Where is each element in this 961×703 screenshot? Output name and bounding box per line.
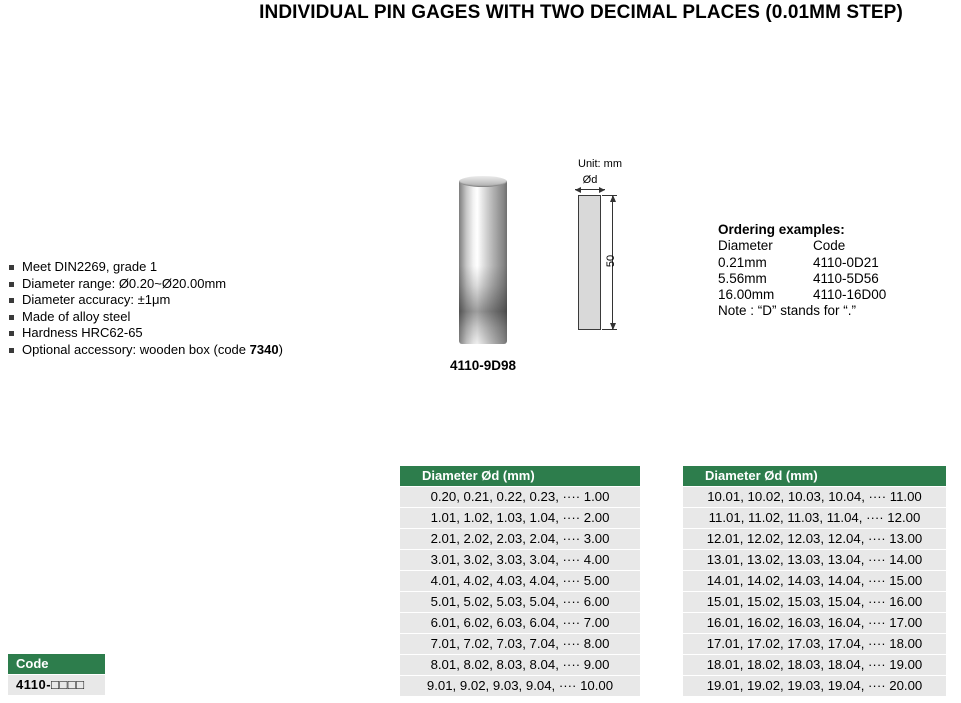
- feature-text: Diameter range: Ø0.20~Ø20.00mm: [22, 275, 227, 291]
- length-label: 50: [605, 254, 618, 268]
- table-row: 7.01, 7.02, 7.03, 7.04, ···· 8.00: [400, 634, 640, 654]
- feature-item: [8, 292, 283, 309]
- feature-text: 7340: [249, 341, 279, 357]
- ordering-code-value: 4110-16D00: [813, 287, 887, 303]
- table-row: 0.20, 0.21, 0.22, 0.23, ···· 1.00: [400, 487, 640, 507]
- table-row: 4.01, 4.02, 4.03, 4.04, ···· 5.00: [400, 571, 640, 591]
- square-bullet-icon: [9, 331, 14, 336]
- diameter-label: Ød: [582, 174, 598, 186]
- ordering-row: [718, 287, 958, 303]
- ordering-note: Note : “D” stands for “.”: [718, 303, 857, 319]
- ordering-code-value: 4110-5D56: [813, 270, 879, 286]
- ordering-diameter-value: 5.56mm: [718, 270, 767, 286]
- code-box-header: Code: [8, 654, 105, 674]
- table-row: 9.01, 9.02, 9.03, 9.04, ···· 10.00: [400, 676, 640, 696]
- diameter-dimension-line: [575, 189, 605, 190]
- table-row: 3.01, 3.02, 3.03, 3.04, ···· 4.00: [400, 550, 640, 570]
- ordering-row: [718, 271, 958, 287]
- table-row: 15.01, 15.02, 15.03, 15.04, ···· 16.00: [683, 592, 946, 612]
- pin-shaft: [459, 181, 507, 344]
- page-title: INDIVIDUAL PIN GAGES WITH TWO DECIMAL PLACES (0.01MM STEP): [259, 2, 903, 23]
- ordering-header-diameter: Diameter: [718, 238, 773, 254]
- feature-list: [8, 259, 283, 359]
- square-bullet-icon: [9, 298, 14, 303]
- pin-top-cap: [459, 176, 507, 187]
- pin-side-view: [578, 195, 601, 330]
- code-box: [8, 654, 105, 695]
- square-bullet-icon: [9, 265, 14, 270]
- feature-item: [8, 342, 283, 359]
- table-row: 5.01, 5.02, 5.03, 5.04, ···· 6.00: [400, 592, 640, 612]
- table-row: 11.01, 11.02, 11.03, 11.04, ···· 12.00: [683, 508, 946, 528]
- feature-text: Meet DIN2269, grade 1: [22, 259, 158, 274]
- feature-text: Optional accessory: wooden box (code: [22, 341, 250, 357]
- diameter-table-1: [400, 466, 640, 697]
- ordering-row: [718, 238, 958, 254]
- diameter-table-2: [683, 466, 946, 697]
- feature-text: Diameter accuracy: ±1μm: [22, 292, 171, 308]
- table-header: Diameter Ød (mm): [683, 466, 946, 486]
- ordering-diameter-value: 16.00mm: [718, 287, 775, 303]
- table-header: Diameter Ød (mm): [400, 466, 640, 486]
- pin-gage-figure: [426, 176, 540, 373]
- table-row: 16.01, 16.02, 16.03, 16.04, ···· 17.00: [683, 613, 946, 633]
- table-row: 1.01, 1.02, 1.03, 1.04, ···· 2.00: [400, 508, 640, 528]
- square-bullet-icon: [9, 282, 14, 287]
- feature-item: [8, 259, 283, 276]
- table-row: 10.01, 10.02, 10.03, 10.04, ···· 11.00: [683, 487, 946, 507]
- ordering-row: [718, 255, 958, 271]
- pin-model-caption: 4110-9D98: [449, 358, 517, 373]
- square-bullet-icon: [9, 348, 14, 353]
- ordering-grid: [718, 238, 958, 303]
- table-row: 19.01, 19.02, 19.03, 19.04, ···· 20.00: [683, 676, 946, 696]
- table-row: 14.01, 14.02, 14.03, 14.04, ···· 15.00: [683, 571, 946, 591]
- feature-text: ): [278, 341, 283, 357]
- table-row: 17.01, 17.02, 17.03, 17.04, ···· 18.00: [683, 634, 946, 654]
- dimension-drawing: [565, 158, 660, 353]
- table-row: 13.01, 13.02, 13.03, 13.04, ···· 14.00: [683, 550, 946, 570]
- table-row: 8.01, 8.02, 8.03, 8.04, ···· 9.00: [400, 655, 640, 675]
- table-row: 12.01, 12.02, 12.03, 12.04, ···· 13.00: [683, 529, 946, 549]
- ordering-title: Ordering examples:: [718, 222, 845, 237]
- ordering-examples: [718, 222, 958, 320]
- feature-item: [8, 309, 283, 326]
- ordering-diameter-value: 0.21mm: [718, 254, 767, 270]
- ordering-header-code: Code: [813, 238, 846, 254]
- ordering-code-value: 4110-0D21: [813, 254, 879, 270]
- pin-gage-image: [459, 176, 507, 344]
- code-box-value: 4110-□□□□: [8, 675, 105, 695]
- feature-text: Made of alloy steel: [22, 308, 131, 324]
- table-row: 2.01, 2.02, 2.03, 2.04, ···· 3.00: [400, 529, 640, 549]
- feature-text: Hardness HRC62-65: [22, 325, 143, 341]
- square-bullet-icon: [9, 315, 14, 320]
- feature-item: [8, 325, 283, 342]
- table-row: 18.01, 18.02, 18.03, 18.04, ···· 19.00: [683, 655, 946, 675]
- feature-item: [8, 276, 283, 293]
- table-row: 6.01, 6.02, 6.03, 6.04, ···· 7.00: [400, 613, 640, 633]
- unit-label: Unit: mm: [578, 158, 622, 170]
